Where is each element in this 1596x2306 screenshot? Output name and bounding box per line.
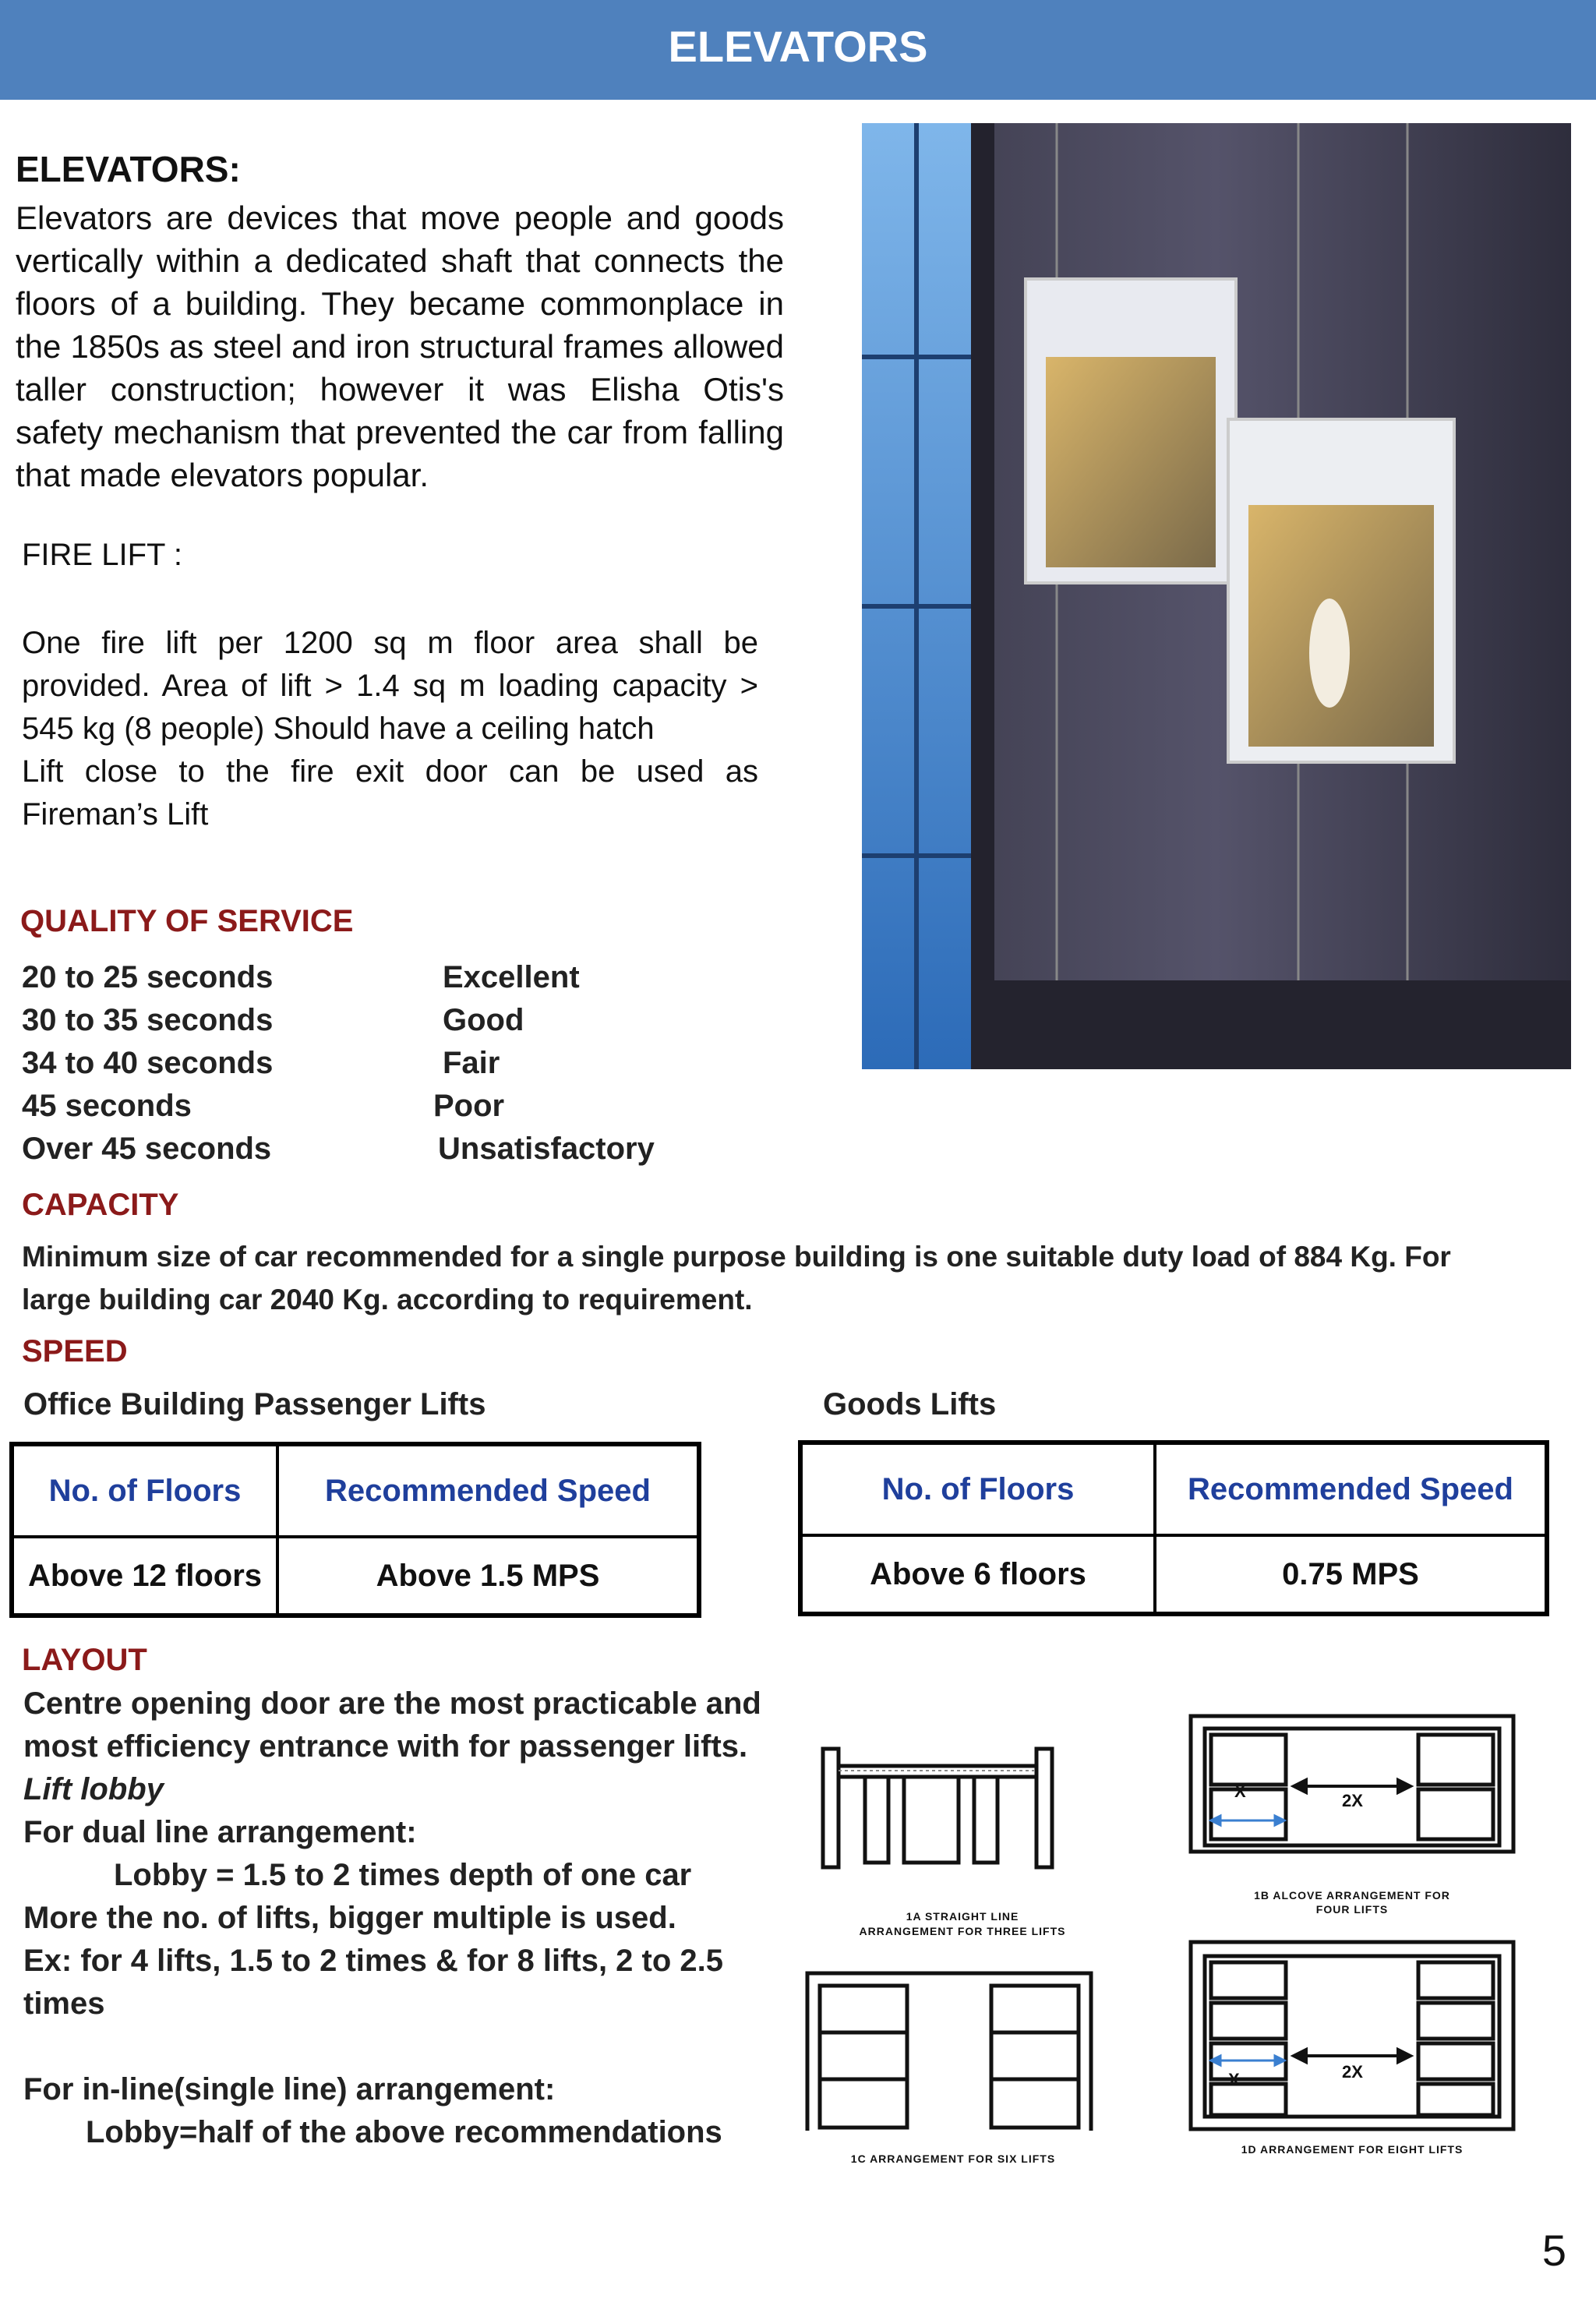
qos-time-2: 30 to 35 seconds bbox=[22, 1003, 274, 1037]
quality-heading: QUALITY OF SERVICE bbox=[20, 904, 354, 938]
dimension-label-x: X bbox=[1234, 1782, 1246, 1801]
fire-lift-text: One fire lift per 1200 sq m floor area shall be provided. Area of lift > 1.4 sq m loading capacity > 545 kg (8 people) Should have a ceiling hatch bbox=[22, 626, 758, 746]
layout-line-7: Ex: for 4 lifts, 1.5 to 2 times & for 8 lifts, 2 to 2.5 bbox=[23, 1944, 724, 1978]
fire-lift-paragraph bbox=[22, 622, 758, 836]
layout-line-9: For in-line(single line) arrangement: bbox=[23, 2072, 556, 2106]
table-header-cell: No. of Floors bbox=[800, 1443, 1155, 1535]
dimension-label-2x: 2X bbox=[1342, 1791, 1363, 1810]
layout-line-8: times bbox=[23, 1986, 105, 2021]
page-header bbox=[0, 0, 1596, 100]
table-header-cell: Recommended Speed bbox=[277, 1444, 699, 1537]
table-header-cell: No. of Floors bbox=[12, 1444, 277, 1537]
layout-line-4: For dual line arrangement: bbox=[23, 1815, 417, 1849]
table-row bbox=[800, 1535, 1547, 1614]
speed-heading: SPEED bbox=[22, 1334, 128, 1368]
diagram-caption: 1B ALCOVE ARRANGEMENT FOR bbox=[1254, 1889, 1450, 1902]
fire-lift-text-2: Lift close to the fire exit door can be used as Fireman’s Lift bbox=[22, 754, 758, 832]
qos-rating-4: Poor bbox=[433, 1089, 505, 1123]
capacity-heading: CAPACITY bbox=[22, 1188, 179, 1222]
diagram-six-lifts bbox=[801, 1967, 1097, 2138]
capacity-line-2: large building car 2040 Kg. according to requirement. bbox=[22, 1284, 753, 1315]
intro-paragraph: Elevators are devices that move people and goods vertically within a dedicated shaft that connects the floors of a building. They became commonplace in the 1850s as steel and iron structural frames allowed taller construction; however it was Elisha Otis's safety mechanism that prevented the car from falling that made elevators popular. bbox=[16, 200, 784, 493]
table-header-row bbox=[12, 1444, 699, 1537]
qos-time-3: 34 to 40 seconds bbox=[22, 1046, 274, 1080]
dimension-label-2x: 2X bbox=[1342, 2062, 1363, 2082]
table-cell: Above 1.5 MPS bbox=[277, 1537, 699, 1616]
intro-heading: ELEVATORS: bbox=[16, 149, 241, 189]
qos-time-5: Over 45 seconds bbox=[22, 1132, 272, 1166]
qos-rating-5: Unsatisfactory bbox=[438, 1132, 655, 1166]
office-lifts-title: Office Building Passenger Lifts bbox=[23, 1387, 486, 1421]
page-title: ELEVATORS bbox=[668, 22, 928, 71]
capacity-line-1: Minimum size of car recommended for a single purpose building is one suitable duty load of 884 Kg. For bbox=[22, 1241, 1451, 1273]
diagram-caption: 1A STRAIGHT LINE bbox=[906, 1910, 1019, 1923]
qos-rating-1: Excellent bbox=[443, 960, 580, 994]
table-header-cell: Recommended Speed bbox=[1155, 1443, 1547, 1535]
diagram-caption: ARRANGEMENT FOR THREE LIFTS bbox=[859, 1925, 1066, 1937]
fire-lift-title: FIRE LIFT : bbox=[22, 538, 182, 572]
diagram-caption: FOUR LIFTS bbox=[1315, 1903, 1389, 1916]
table-cell: Above 6 floors bbox=[800, 1535, 1155, 1614]
layout-heading: LAYOUT bbox=[22, 1643, 147, 1677]
office-speed-table bbox=[9, 1442, 701, 1618]
dimension-label-x: X bbox=[1228, 2070, 1240, 2089]
table-cell: 0.75 MPS bbox=[1155, 1535, 1547, 1614]
layout-line-2: most efficiency entrance with for passenger lifts. bbox=[23, 1729, 748, 1764]
elevator-photo bbox=[862, 123, 1571, 1069]
layout-line-3: Lift lobby bbox=[23, 1772, 164, 1806]
diagram-three-lifts bbox=[818, 1743, 1060, 1883]
qos-time-1: 20 to 25 seconds bbox=[22, 960, 274, 994]
qos-rating-3: Fair bbox=[443, 1046, 500, 1080]
layout-line-6: More the no. of lifts, bigger multiple is used. bbox=[23, 1901, 676, 1935]
goods-lifts-title: Goods Lifts bbox=[823, 1387, 997, 1421]
layout-line-5: Lobby = 1.5 to 2 times depth of one car bbox=[114, 1858, 692, 1892]
layout-line-10: Lobby=half of the above recommendations bbox=[86, 2115, 722, 2149]
diagram-eight-lifts bbox=[1185, 1936, 1520, 2138]
qos-rating-2: Good bbox=[443, 1003, 524, 1037]
diagram-caption: 1C ARRANGEMENT FOR SIX LIFTS bbox=[850, 2152, 1056, 2165]
page-number: 5 bbox=[1541, 2226, 1566, 2275]
goods-speed-table bbox=[798, 1440, 1549, 1616]
table-cell: Above 12 floors bbox=[12, 1537, 277, 1616]
diagram-caption: 1D ARRANGEMENT FOR EIGHT LIFTS bbox=[1241, 2143, 1464, 2156]
table-row bbox=[12, 1537, 699, 1616]
qos-time-4: 45 seconds bbox=[22, 1089, 192, 1123]
table-header-row bbox=[800, 1443, 1547, 1535]
layout-line-1: Centre opening door are the most practicable and bbox=[23, 1686, 761, 1721]
